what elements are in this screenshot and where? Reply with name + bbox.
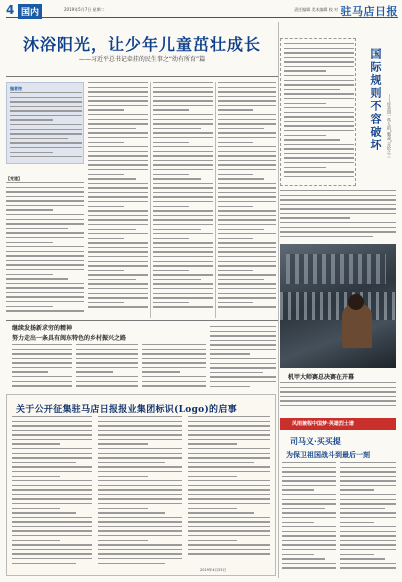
hero-story-col-1 — [282, 462, 336, 576]
editor-note-text — [10, 92, 82, 162]
lead-column-2 — [153, 82, 213, 318]
notice-col-2 — [98, 416, 182, 572]
page-number: 4 — [6, 3, 15, 17]
section-label: 国内 — [18, 4, 42, 19]
newspaper-brand: 驻马店日报 — [340, 5, 398, 18]
lead-column-1 — [88, 82, 148, 318]
commentary-body-text — [280, 190, 396, 240]
editor-note-tag: 编者按 — [10, 86, 22, 91]
banner-text: 风雨兼程中国梦·英雄烈士谱 — [292, 421, 354, 427]
news-photo — [280, 244, 396, 368]
hero-story-title: 司马义·买买提 — [290, 436, 341, 446]
right-column-divider — [278, 22, 279, 578]
left-column-text — [6, 182, 84, 318]
mid-story-title-line1: 继续发扬新求穷的精神 — [12, 325, 73, 332]
commentary-box — [280, 38, 356, 186]
notice-date: 2019年4月25日 — [200, 568, 227, 572]
mid-story-col-3 — [142, 344, 206, 390]
editors-line: 责任编辑 美术编辑 校 对 — [294, 7, 338, 12]
photo-caption: 机甲大师赛总决赛在开幕 — [288, 374, 355, 381]
hero-story-col-2 — [340, 462, 396, 576]
notice-col-3 — [188, 416, 270, 564]
notice-title: 关于公开征集驻马店日报报业集团标识(Logo)的启事 — [16, 405, 237, 415]
commentary-title: 国际规则不容破坏 — [369, 48, 382, 152]
mid-story-col-1 — [12, 344, 72, 390]
lead-title: 沐浴阳光，让少年儿童茁壮成长 — [22, 35, 261, 54]
sidebar-heading: 【党建】 — [6, 176, 22, 181]
photo-note-text — [280, 382, 396, 410]
lead-headline — [6, 22, 278, 72]
column-divider — [215, 82, 216, 318]
mid-story-col-4 — [210, 326, 276, 390]
lead-column-3 — [218, 82, 276, 318]
commentary-subtitle: ——评美国一些人的“霸凌”言论之三 — [387, 94, 392, 159]
hero-story-subtitle: 为保卫祖国战斗到最后一刻 — [286, 450, 370, 459]
headline-rule — [6, 76, 278, 77]
masthead — [6, 4, 398, 18]
commentary-intro-text — [284, 43, 354, 183]
mid-story-title-line2: 努力走出一条具有闽东特色的乡村振兴之路 — [12, 335, 127, 342]
dateline: 2019年5月7日 星期二 — [64, 7, 105, 12]
column-divider — [150, 82, 151, 318]
editor-note-box — [6, 82, 84, 164]
section-rule — [6, 320, 278, 321]
notice-col-1 — [12, 416, 92, 572]
lead-subtitle: ——习近平总书记牵挂的民生事之“幼有所育”篇 — [78, 56, 206, 63]
mid-story-col-2 — [76, 344, 138, 390]
